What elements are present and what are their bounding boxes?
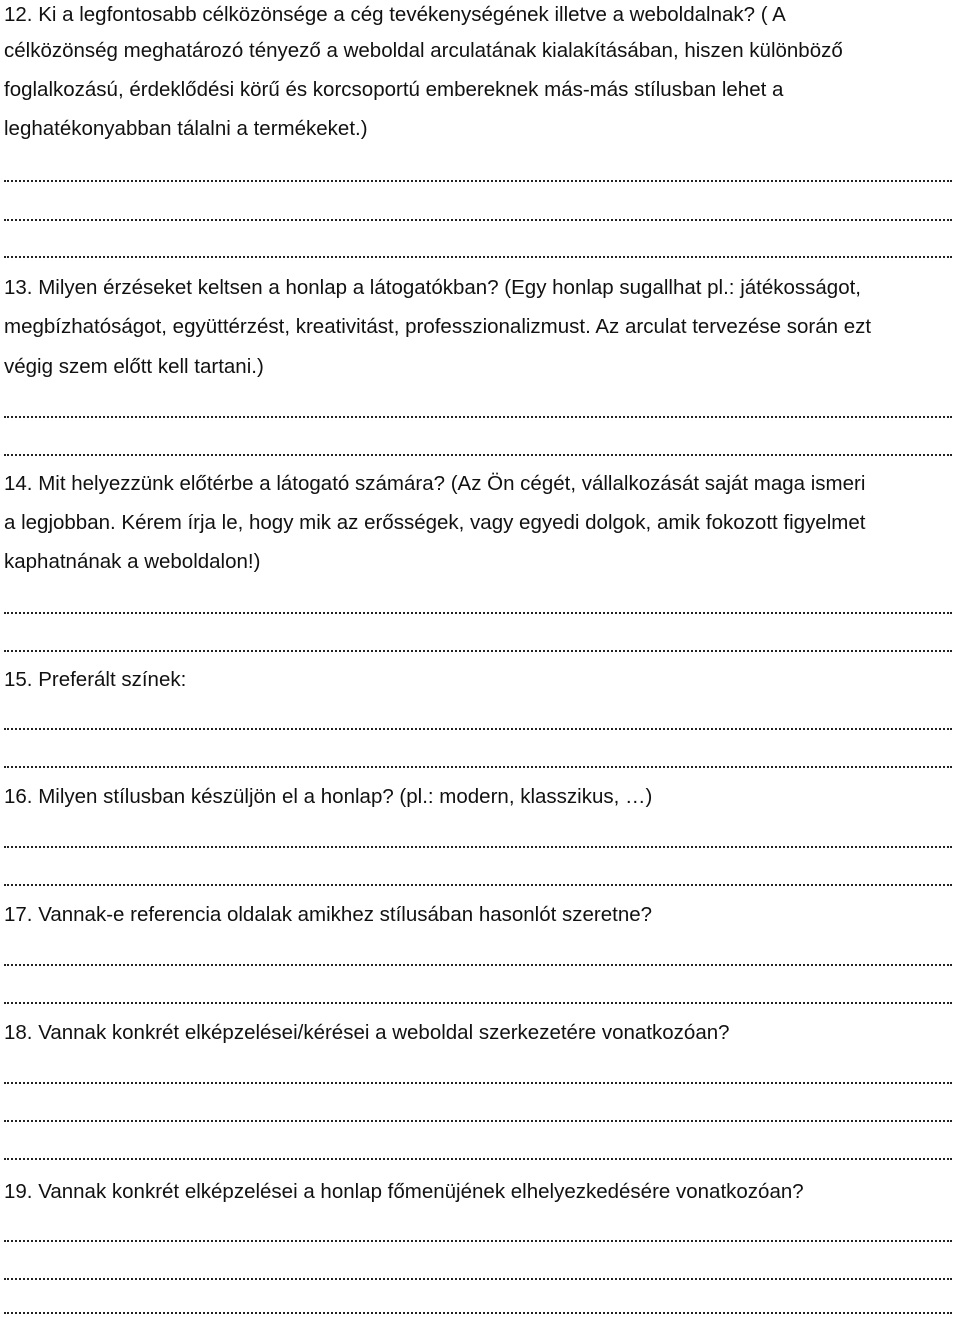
answer-line[interactable] [4,826,952,848]
question-18: 18. Vannak konkrét elképzelései/kérései a weboldal szerkezetére vonatkozóan? [4,1021,730,1044]
question-14-line-1: 14. Mit helyezzünk előtérbe a látogató számára? (Az Ön cégét, vállalkozását saját maga ismeri [4,472,866,495]
answer-line[interactable] [4,1062,952,1084]
answer-line[interactable] [4,1138,952,1160]
answer-line[interactable] [4,1100,952,1122]
answer-line[interactable] [4,708,952,730]
answer-line[interactable] [4,160,952,182]
answer-line[interactable] [4,1220,952,1242]
question-13-line-1: 13. Milyen érzéseket keltsen a honlap a látogatókban? (Egy honlap sugallhat pl.: játékosságot, [4,276,861,299]
question-12-line-4: leghatékonyabban tálalni a termékeket.) [4,117,368,140]
answer-line[interactable] [4,746,952,768]
answer-line[interactable] [4,982,952,1004]
answer-line[interactable] [4,630,952,652]
question-16: 16. Milyen stílusban készüljön el a honlap? (pl.: modern, klasszikus, …) [4,785,653,808]
answer-line[interactable] [4,1292,952,1314]
answer-line[interactable] [4,864,952,886]
answer-line[interactable] [4,199,952,221]
question-17: 17. Vannak-e referencia oldalak amikhez stílusában hasonlót szeretne? [4,903,653,926]
question-14-line-3: kaphatnának a weboldalon!) [4,550,261,573]
answer-line[interactable] [4,236,952,258]
question-12-line-2: célközönség meghatározó tényező a weboldal arculatának kialakításában, hiszen különböző [4,39,843,62]
question-12-line-1: 12. Ki a legfontosabb célközönsége a cég tevékenységének illetve a weboldalnak? ( A [4,3,786,26]
answer-line[interactable] [4,1258,952,1280]
question-19: 19. Vannak konkrét elképzelései a honlap főmenüjének elhelyezkedésére vonatkozóan? [4,1180,804,1203]
answer-line[interactable] [4,592,952,614]
answer-line[interactable] [4,434,952,456]
question-13-line-3: végig szem előtt kell tartani.) [4,355,264,378]
question-12-line-3: foglalkozású, érdeklődési körű és korcsoportú embereknek más-más stílusban lehet a [4,78,784,101]
answer-line[interactable] [4,396,952,418]
answer-line[interactable] [4,944,952,966]
question-15: 15. Preferált színek: [4,668,187,691]
question-13-line-2: megbízhatóságot, együttérzést, kreativitást, professzionalizmust. Az arculat tervezése során ezt [4,315,872,338]
question-14-line-2: a legjobban. Kérem írja le, hogy mik az erősségek, vagy egyedi dolgok, amik fokozott figyelmet [4,511,866,534]
